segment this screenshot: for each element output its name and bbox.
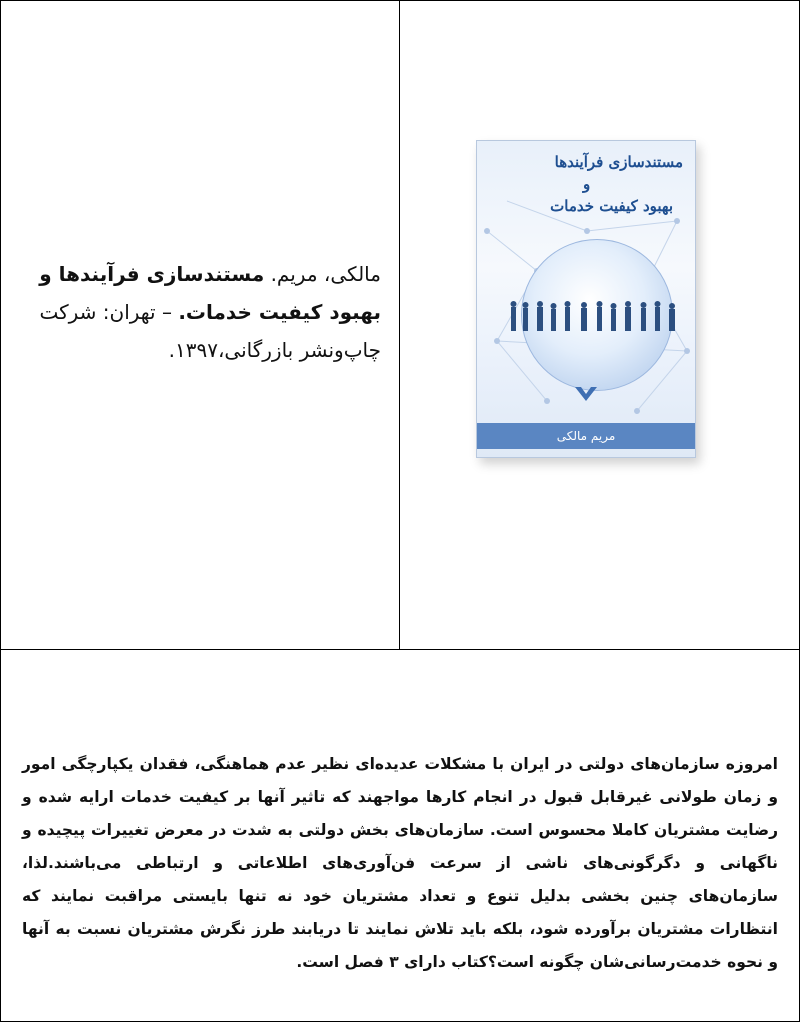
- people-silhouettes-icon: [507, 301, 687, 331]
- publisher-logo-icon: [573, 381, 599, 407]
- cover-title-line2: و: [582, 175, 591, 193]
- citation-author: مالکی، مریم.: [264, 262, 381, 286]
- book-cover-image: [476, 140, 696, 470]
- cover-title: [550, 151, 683, 217]
- citation-title: مستندسازی فرآیندها و بهبود کیفیت خدمات.: [39, 262, 381, 324]
- cover-title-line1: مستندسازی فرآیندها: [554, 153, 683, 171]
- citation-publication: – تهران: شرکت چاپ‌ونشر بازرگانی،۱۳۹۷.: [39, 300, 381, 362]
- book-cover: [476, 140, 696, 458]
- column-divider: [399, 0, 400, 650]
- row-divider: [0, 649, 800, 650]
- bibliographic-citation: [0, 255, 399, 369]
- cover-author: مریم مالکی: [556, 429, 616, 443]
- cover-title-line3: بهبود کیفیت خدمات: [550, 197, 673, 215]
- book-abstract: امروزه سازمان‌های دولتی در ایران با مشکلات عدیده‌ای نظیر عدم هماهنگی، فقدان یکپارچگی امور و زمان طولانی غیرقابل قبول در انجام کارها مواجهند که تاثیر آنها بر کیفیت خدمات ارایه شده و رضایت مشتریان کاملا محسوس است. سازمان‌های بخش دولتی به شدت در معرض تغییرات پیچیده و ناگهانی و دگرگونی‌های ناشی از سرعت فن‌آوری‌های اطلاعاتی و ارتباطی می‌باشند.لذا، سازمان‌های چنین بخشی بدلیل تنوع و تعداد مشتریان خود نه تنها بایستی مراقبت نمایند که انتظارات مشتریان برآورده شود، بلکه باید تلاش نمایند تا دریابند طرز نگرش مشتریان نسبت به آنها و نحوه خدمت‌رسانی‌شان چگونه است؟کتاب دارای ۳ فصل است.: [22, 755, 778, 971]
- cover-author-bar: [477, 423, 695, 449]
